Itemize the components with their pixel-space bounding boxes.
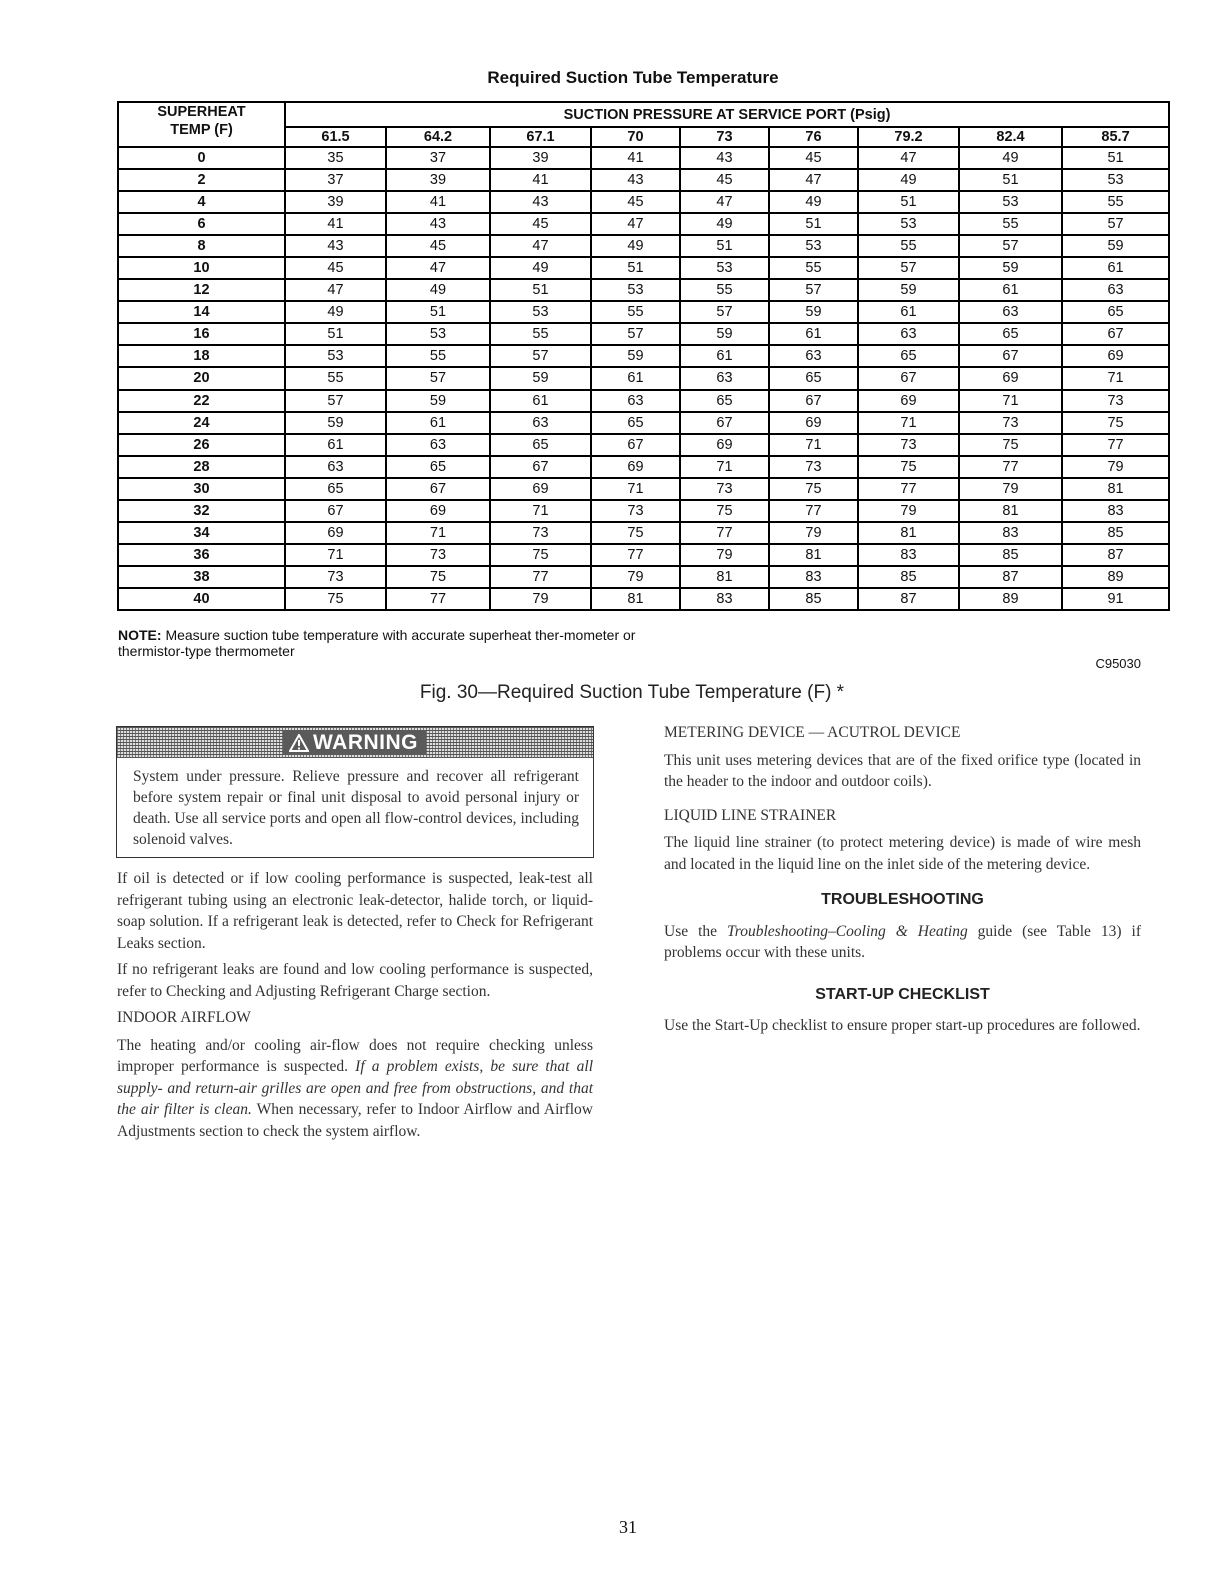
- temperature-cell: 73: [386, 544, 490, 566]
- temperature-cell: 53: [769, 235, 858, 257]
- temperature-cell: 57: [959, 235, 1062, 257]
- temperature-cell: 53: [959, 191, 1062, 213]
- temperature-cell: 69: [1062, 345, 1169, 367]
- temperature-cell: 43: [285, 235, 386, 257]
- temperature-cell: 53: [591, 279, 680, 301]
- temperature-cell: 75: [490, 544, 591, 566]
- pressure-group-header: SUCTION PRESSURE AT SERVICE PORT (Psig): [285, 102, 1169, 127]
- temperature-cell: 65: [285, 478, 386, 500]
- temperature-cell: 47: [680, 191, 769, 213]
- temperature-cell: 75: [680, 500, 769, 522]
- temperature-cell: 45: [490, 213, 591, 235]
- indoor-airflow-text-b: When necessary, refer to Indoor Airflow and Airflow Adjustments section to check the system airflow.: [117, 1101, 593, 1140]
- temperature-cell: 45: [386, 235, 490, 257]
- table-row: [118, 279, 1169, 301]
- temperature-cell: 75: [386, 566, 490, 588]
- table-row: [118, 588, 1169, 610]
- temperature-cell: 59: [959, 257, 1062, 279]
- temperature-cell: 61: [769, 323, 858, 345]
- superheat-cell: 4: [118, 191, 285, 213]
- superheat-cell: 10: [118, 257, 285, 279]
- superheat-cell: 20: [118, 367, 285, 389]
- temperature-cell: 51: [591, 257, 680, 279]
- startup-checklist-paragraph: Use the Start-Up checklist to ensure proper start-up procedures are followed.: [664, 1017, 1141, 1034]
- temperature-cell: 47: [858, 147, 959, 169]
- superheat-cell: 34: [118, 522, 285, 544]
- temperature-cell: 63: [769, 345, 858, 367]
- temperature-cell: 63: [591, 390, 680, 412]
- temperature-cell: 73: [490, 522, 591, 544]
- temperature-cell: 65: [490, 434, 591, 456]
- indoor-airflow-text-italic: If a problem exists, be sure that all supply- and return-air grilles are open and free from obstructions, and that the air filter is clean.: [117, 1058, 593, 1118]
- pressure-header-cell: 67.1: [490, 127, 591, 147]
- temperature-cell: 65: [1062, 301, 1169, 323]
- liquid-line-strainer-heading: LIQUID LINE STRAINER: [664, 806, 837, 824]
- temperature-cell: 53: [285, 345, 386, 367]
- superheat-cell: 8: [118, 235, 285, 257]
- temperature-cell: 53: [858, 213, 959, 235]
- temperature-cell: 47: [490, 235, 591, 257]
- temperature-cell: 45: [769, 147, 858, 169]
- temperature-cell: 61: [1062, 257, 1169, 279]
- temperature-cell: 75: [591, 522, 680, 544]
- temperature-cell: 71: [591, 478, 680, 500]
- temperature-cell: 73: [1062, 390, 1169, 412]
- temperature-cell: 71: [1062, 367, 1169, 389]
- table-row: [118, 367, 1169, 389]
- table-note: [118, 627, 658, 659]
- table-row: [118, 323, 1169, 345]
- temperature-cell: 77: [680, 522, 769, 544]
- temperature-cell: 69: [285, 522, 386, 544]
- pressure-header-cell: 76: [769, 127, 858, 147]
- temperature-cell: 61: [591, 367, 680, 389]
- temperature-cell: 59: [769, 301, 858, 323]
- pressure-header-cell: 82.4: [959, 127, 1062, 147]
- table-row: [118, 390, 1169, 412]
- temperature-cell: 75: [858, 456, 959, 478]
- temperature-cell: 63: [858, 323, 959, 345]
- pressure-header-cell: 61.5: [285, 127, 386, 147]
- temperature-cell: 55: [680, 279, 769, 301]
- temperature-cell: 39: [386, 169, 490, 191]
- temperature-cell: 59: [858, 279, 959, 301]
- temperature-cell: 77: [591, 544, 680, 566]
- warning-triangle-icon: [289, 734, 309, 752]
- liquid-line-strainer-paragraph: The liquid line strainer (to protect metering device) is made of wire mesh and located in the liquid line on the inlet side of the metering device.: [664, 834, 1141, 873]
- troubleshooting-text-a: Use the: [664, 922, 727, 940]
- table-row: [118, 257, 1169, 279]
- temperature-cell: 55: [285, 367, 386, 389]
- superheat-cell: 16: [118, 323, 285, 345]
- superheat-cell: 22: [118, 390, 285, 412]
- temperature-cell: 69: [769, 412, 858, 434]
- temperature-cell: 61: [490, 390, 591, 412]
- temperature-cell: 47: [285, 279, 386, 301]
- superheat-cell: 28: [118, 456, 285, 478]
- warning-label-text: WARNING: [313, 731, 418, 754]
- temperature-cell: 57: [591, 323, 680, 345]
- temperature-cell: 83: [1062, 500, 1169, 522]
- temperature-cell: 55: [591, 301, 680, 323]
- temperature-cell: 41: [285, 213, 386, 235]
- temperature-cell: 51: [858, 191, 959, 213]
- superheat-cell: 6: [118, 213, 285, 235]
- temperature-cell: 79: [591, 566, 680, 588]
- superheat-header-line2: TEMP (F): [170, 122, 233, 138]
- temperature-cell: 63: [285, 456, 386, 478]
- temperature-cell: 65: [769, 367, 858, 389]
- temperature-cell: 43: [680, 147, 769, 169]
- warning-text: System under pressure. Relieve pressure and recover all refrigerant before system repair or final unit disposal to avoid personal injury or death. Use all service ports and open all flow-control devices, including solenoid valves.: [133, 768, 579, 848]
- temperature-cell: 57: [769, 279, 858, 301]
- temperature-cell: 87: [1062, 544, 1169, 566]
- temperature-cell: 81: [591, 588, 680, 610]
- temperature-cell: 71: [386, 522, 490, 544]
- superheat-cell: 38: [118, 566, 285, 588]
- temperature-cell: 65: [591, 412, 680, 434]
- pressure-header-cell: 64.2: [386, 127, 490, 147]
- temperature-cell: 55: [858, 235, 959, 257]
- figure-caption: Fig. 30—Required Suction Tube Temperature (F) *: [419, 682, 845, 703]
- temperature-cell: 79: [959, 478, 1062, 500]
- pressure-header-cell: 79.2: [858, 127, 959, 147]
- temperature-cell: 81: [1062, 478, 1169, 500]
- temperature-cell: 53: [680, 257, 769, 279]
- troubleshooting-guide-title: Troubleshooting–Cooling & Heating: [727, 922, 968, 940]
- troubleshooting-paragraph: [664, 921, 1141, 964]
- table-row: [118, 235, 1169, 257]
- temperature-cell: 61: [858, 301, 959, 323]
- temperature-cell: 77: [490, 566, 591, 588]
- pressure-header-cell: 85.7: [1062, 127, 1169, 147]
- temperature-cell: 43: [591, 169, 680, 191]
- temperature-cell: 67: [959, 345, 1062, 367]
- page-number: 31: [619, 1517, 637, 1537]
- temperature-cell: 43: [490, 191, 591, 213]
- temperature-cell: 57: [1062, 213, 1169, 235]
- temperature-cell: 69: [858, 390, 959, 412]
- temperature-cell: 51: [959, 169, 1062, 191]
- oil-detected-paragraph: If oil is detected or if low cooling performance is suspected, leak-test all refrigerant tubing using an electronic leak-detector, halide torch, or liquid-soap solution. If a refrigerant leak is detected, refer to Check for Refrigerant Leaks section.: [117, 870, 593, 952]
- superheat-header-line1: SUPERHEAT: [157, 104, 246, 120]
- temperature-cell: 69: [591, 456, 680, 478]
- temperature-cell: 77: [959, 456, 1062, 478]
- pressure-header-cell: 70: [591, 127, 680, 147]
- temperature-cell: 49: [490, 257, 591, 279]
- temperature-cell: 71: [858, 412, 959, 434]
- temperature-cell: 61: [959, 279, 1062, 301]
- temperature-cell: 67: [680, 412, 769, 434]
- superheat-cell: 14: [118, 301, 285, 323]
- temperature-cell: 79: [490, 588, 591, 610]
- superheat-cell: 36: [118, 544, 285, 566]
- temperature-cell: 71: [769, 434, 858, 456]
- temperature-cell: 79: [680, 544, 769, 566]
- temperature-cell: 55: [490, 323, 591, 345]
- no-leaks-paragraph: If no refrigerant leaks are found and low cooling performance is suspected, refer to Checking and Adjusting Refrigerant Charge section.: [117, 961, 593, 1000]
- superheat-cell: 32: [118, 500, 285, 522]
- temperature-cell: 69: [680, 434, 769, 456]
- indoor-airflow-paragraph: [117, 1035, 593, 1143]
- temperature-cell: 71: [959, 390, 1062, 412]
- temperature-cell: 85: [858, 566, 959, 588]
- temperature-cell: 57: [285, 390, 386, 412]
- temperature-cell: 45: [680, 169, 769, 191]
- temperature-cell: 85: [1062, 522, 1169, 544]
- temperature-cell: 67: [591, 434, 680, 456]
- temperature-cell: 57: [490, 345, 591, 367]
- table-row: [118, 412, 1169, 434]
- temperature-cell: 39: [490, 147, 591, 169]
- table-row: [118, 566, 1169, 588]
- temperature-cell: 59: [680, 323, 769, 345]
- table-row: [118, 434, 1169, 456]
- table-row: [118, 301, 1169, 323]
- temperature-cell: 71: [680, 456, 769, 478]
- warning-header: [117, 727, 593, 758]
- temperature-cell: 59: [386, 390, 490, 412]
- table-body: [118, 147, 1169, 610]
- temperature-cell: 57: [858, 257, 959, 279]
- temperature-cell: 49: [591, 235, 680, 257]
- temperature-cell: 49: [858, 169, 959, 191]
- temperature-cell: 81: [959, 500, 1062, 522]
- temperature-cell: 67: [858, 367, 959, 389]
- temperature-cell: 65: [959, 323, 1062, 345]
- temperature-cell: 49: [959, 147, 1062, 169]
- temperature-cell: 83: [680, 588, 769, 610]
- table-row: [118, 544, 1169, 566]
- temperature-cell: 83: [769, 566, 858, 588]
- temperature-cell: 71: [490, 500, 591, 522]
- temperature-cell: 67: [285, 500, 386, 522]
- table-row: [118, 522, 1169, 544]
- temperature-cell: 35: [285, 147, 386, 169]
- temperature-cell: 79: [1062, 456, 1169, 478]
- temperature-cell: 61: [386, 412, 490, 434]
- temperature-cell: 51: [386, 301, 490, 323]
- temperature-cell: 87: [858, 588, 959, 610]
- indoor-airflow-text-a: The heating and/or cooling air-flow does not require checking unless improper performance is suspected.: [117, 1036, 593, 1075]
- temperature-cell: 49: [769, 191, 858, 213]
- temperature-cell: 41: [386, 191, 490, 213]
- temperature-cell: 59: [591, 345, 680, 367]
- temperature-cell: 55: [769, 257, 858, 279]
- temperature-cell: 63: [490, 412, 591, 434]
- table-row: [118, 456, 1169, 478]
- temperature-cell: 69: [386, 500, 490, 522]
- warning-label: [283, 730, 426, 755]
- pressure-header-cell: 73: [680, 127, 769, 147]
- temperature-cell: 79: [769, 522, 858, 544]
- startup-checklist-heading: START-UP CHECKLIST: [815, 985, 990, 1003]
- temperature-cell: 73: [680, 478, 769, 500]
- temperature-cell: 51: [680, 235, 769, 257]
- temperature-cell: 63: [1062, 279, 1169, 301]
- indoor-airflow-heading: INDOOR AIRFLOW: [117, 1009, 251, 1026]
- superheat-cell: 18: [118, 345, 285, 367]
- temperature-cell: 89: [1062, 566, 1169, 588]
- temperature-cell: 41: [490, 169, 591, 191]
- superheat-cell: 30: [118, 478, 285, 500]
- temperature-cell: 67: [769, 390, 858, 412]
- table-row: [118, 191, 1169, 213]
- troubleshooting-text-b: guide (see Table 13) if problems occur with these units.: [664, 922, 1142, 961]
- temperature-cell: 37: [386, 147, 490, 169]
- temperature-cell: 79: [858, 500, 959, 522]
- temperature-cell: 75: [769, 478, 858, 500]
- table-row: [118, 147, 1169, 169]
- note-text: Measure suction tube temperature with accurate superheat ther-mometer or thermistor-type thermometer: [118, 627, 636, 659]
- temperature-cell: 81: [680, 566, 769, 588]
- temperature-cell: 85: [959, 544, 1062, 566]
- temperature-cell: 69: [490, 478, 591, 500]
- temperature-cell: 61: [680, 345, 769, 367]
- temperature-cell: 63: [959, 301, 1062, 323]
- superheat-cell: 26: [118, 434, 285, 456]
- temperature-cell: 91: [1062, 588, 1169, 610]
- metering-device-heading: METERING DEVICE — ACUTROL DEVICE: [664, 724, 961, 741]
- warning-box: [116, 726, 594, 858]
- note-label: NOTE:: [118, 627, 162, 643]
- temperature-cell: 87: [959, 566, 1062, 588]
- temperature-cell: 77: [858, 478, 959, 500]
- temperature-cell: 63: [386, 434, 490, 456]
- superheat-cell: 12: [118, 279, 285, 301]
- temperature-cell: 53: [1062, 169, 1169, 191]
- temperature-cell: 83: [959, 522, 1062, 544]
- temperature-cell: 59: [1062, 235, 1169, 257]
- temperature-cell: 75: [285, 588, 386, 610]
- temperature-cell: 65: [680, 390, 769, 412]
- temperature-cell: 77: [1062, 434, 1169, 456]
- temperature-cell: 43: [386, 213, 490, 235]
- temperature-cell: 55: [386, 345, 490, 367]
- temperature-cell: 51: [769, 213, 858, 235]
- temperature-cell: 81: [858, 522, 959, 544]
- temperature-cell: 73: [959, 412, 1062, 434]
- temperature-cell: 67: [490, 456, 591, 478]
- temperature-cell: 51: [490, 279, 591, 301]
- temperature-cell: 83: [858, 544, 959, 566]
- superheat-cell: 24: [118, 412, 285, 434]
- figure-code: C95030: [1095, 656, 1141, 671]
- temperature-cell: 77: [386, 588, 490, 610]
- table-row: [118, 478, 1169, 500]
- temperature-cell: 55: [1062, 191, 1169, 213]
- temperature-cell: 47: [386, 257, 490, 279]
- temperature-cell: 73: [591, 500, 680, 522]
- table-row: [118, 345, 1169, 367]
- temperature-cell: 37: [285, 169, 386, 191]
- temperature-cell: 59: [285, 412, 386, 434]
- table-row: [118, 169, 1169, 191]
- temperature-cell: 71: [285, 544, 386, 566]
- temperature-cell: 75: [1062, 412, 1169, 434]
- temperature-cell: 61: [285, 434, 386, 456]
- temperature-cell: 45: [591, 191, 680, 213]
- temperature-cell: 75: [959, 434, 1062, 456]
- table-title: Required Suction Tube Temperature: [487, 68, 779, 87]
- temperature-cell: 73: [285, 566, 386, 588]
- superheat-cell: 40: [118, 588, 285, 610]
- temperature-cell: 53: [386, 323, 490, 345]
- temperature-cell: 73: [858, 434, 959, 456]
- temperature-cell: 65: [386, 456, 490, 478]
- temperature-cell: 55: [959, 213, 1062, 235]
- temperature-cell: 73: [769, 456, 858, 478]
- superheat-header: [118, 102, 285, 147]
- temperature-cell: 57: [386, 367, 490, 389]
- temperature-cell: 67: [386, 478, 490, 500]
- temperature-cell: 53: [490, 301, 591, 323]
- temperature-cell: 81: [769, 544, 858, 566]
- temperature-cell: 49: [285, 301, 386, 323]
- table-row: [118, 213, 1169, 235]
- temperature-cell: 63: [680, 367, 769, 389]
- temperature-cell: 59: [490, 367, 591, 389]
- temperature-cell: 39: [285, 191, 386, 213]
- superheat-cell: 2: [118, 169, 285, 191]
- metering-device-paragraph: This unit uses metering devices that are of the fixed orifice type (located in the header to the indoor and outdoor coils).: [664, 751, 1141, 790]
- temperature-cell: 65: [858, 345, 959, 367]
- suction-temperature-table: [117, 101, 1168, 611]
- temperature-cell: 85: [769, 588, 858, 610]
- temperature-cell: 77: [769, 500, 858, 522]
- right-column: [664, 722, 1141, 1042]
- temperature-cell: 47: [769, 169, 858, 191]
- troubleshooting-heading: TROUBLESHOOTING: [821, 891, 984, 908]
- temperature-cell: 89: [959, 588, 1062, 610]
- temperature-cell: 49: [680, 213, 769, 235]
- temperature-cell: 51: [1062, 147, 1169, 169]
- table-row: [118, 500, 1169, 522]
- temperature-cell: 69: [959, 367, 1062, 389]
- temperature-cell: 45: [285, 257, 386, 279]
- temperature-cell: 49: [386, 279, 490, 301]
- temperature-cell: 47: [591, 213, 680, 235]
- temperature-cell: 67: [1062, 323, 1169, 345]
- left-column: [117, 868, 593, 1147]
- temperature-cell: 41: [591, 147, 680, 169]
- temperature-cell: 57: [680, 301, 769, 323]
- temperature-cell: 51: [285, 323, 386, 345]
- superheat-cell: 0: [118, 147, 285, 169]
